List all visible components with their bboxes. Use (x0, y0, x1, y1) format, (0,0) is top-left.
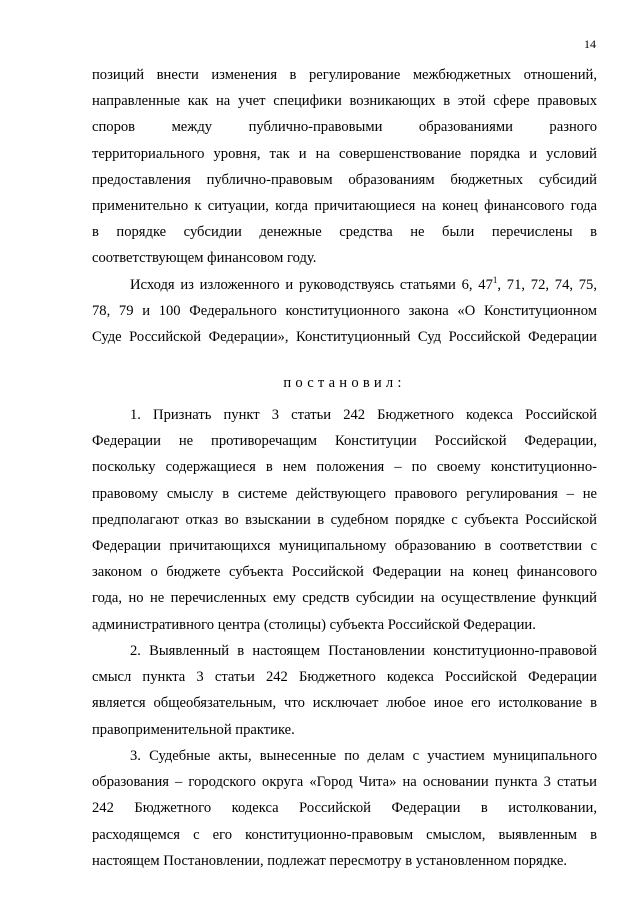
basis-text-start: Исходя из изложенного и руководствуясь статьями 6, 47 (130, 277, 493, 293)
text-line: Федерации причитающихся муниципальному образованию в соответствии с (92, 538, 597, 555)
text-line: правоприменительной практике. (92, 721, 295, 738)
text-line: 2. Выявленный в настоящем Постановлении конституционно-правовой (130, 643, 597, 659)
text-line: правовому смыслу в системе действующего правового регулирования – не (92, 485, 597, 502)
text-line: образования – городского округа «Город Чита» на основании пункта 3 статьи (92, 774, 597, 791)
text-line: 78, 79 и 100 Федерального конституционного закона «О Конституционном (92, 303, 597, 320)
text-line: предоставления публично-правовым образованиям бюджетных субсидий (92, 171, 597, 188)
text-line: законом о бюджете субъекта Российской Федерации на конец финансового (92, 564, 597, 581)
text-line: смысл пункта 3 статьи 242 Бюджетного кодекса Российской Федерации (92, 669, 597, 686)
text-line: 1. Признать пункт 3 статьи 242 Бюджетного кодекса Российской (130, 407, 597, 423)
text-line: является общеобязательным, что исключает любое иное его истолкование в (92, 695, 597, 712)
text-line: настоящем Постановлении, подлежат пересмотру в установленном порядке. (92, 852, 568, 869)
basis-paragraph (92, 272, 597, 351)
basis-text-end: , 71, 72, 74, 75, (497, 277, 598, 293)
text-line: предполагают отказ во взыскании в судебном порядке с субъекта Российской (92, 511, 597, 528)
text-line: административного центра (столицы) субъекта Российской Федерации. (92, 616, 536, 633)
text-line: территориального уровня, так и на совершенствование порядка и условий (92, 145, 597, 162)
article-superscript: 1 (492, 275, 498, 285)
text-line: споров между публично-правовыми образованиями разного (92, 119, 597, 136)
text-line: соответствующем финансовом году. (92, 250, 317, 267)
resolution-point-1 (92, 402, 597, 638)
text-line: позиций внести изменения в регулирование межбюджетных отношений, (92, 67, 597, 83)
text-line: 242 Бюджетного кодекса Российской Федерации в истолковании, (92, 800, 597, 817)
text-line: Суде Российской Федерации», Конституционный Суд Российской Федерации (92, 329, 597, 346)
text-line: расходящемся с его конституционно-правовым смыслом, выявленным в (92, 826, 597, 843)
page-number: 14 (584, 37, 596, 51)
text-line: в порядке субсидии денежные средства не были перечислены в (92, 224, 597, 241)
text-line: 3. Судебные акты, вынесенные по делам с участием муниципального (130, 748, 597, 764)
text-line: года, но не перечисленных ему средств субсидии на осуществление функций (92, 590, 597, 607)
text-line: применительно к ситуации, когда причитающиеся на конец финансового года (92, 198, 597, 215)
text-line: Федерации не противоречащим Конституции Российской Федерации, (92, 433, 597, 450)
resolution-point-2 (92, 638, 597, 743)
resolution-point-3 (92, 743, 597, 874)
text-line: направленные как на учет специфики возникающих в этой сфере правовых (92, 93, 597, 110)
continuation-paragraph (92, 62, 597, 272)
text-line: поскольку содержащиеся в нем положения – по своему конституционно- (92, 459, 597, 476)
decision-heading: постановил: (283, 375, 406, 391)
text-line (92, 272, 597, 298)
